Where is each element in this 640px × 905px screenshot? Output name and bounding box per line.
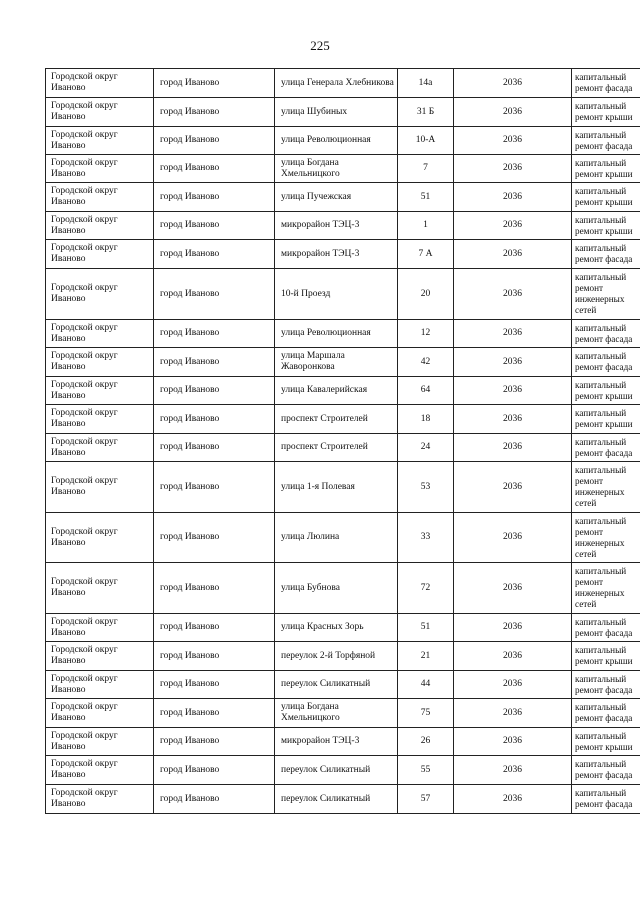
municipality-cell: Городской округ Иваново xyxy=(46,563,154,614)
table-row xyxy=(46,462,640,513)
house-number-cell: 44 xyxy=(398,671,454,699)
year-cell: 2036 xyxy=(454,671,572,699)
street-cell: проспект Строителей xyxy=(275,405,398,434)
work-type-cell: капитальный ремонт крыши xyxy=(572,98,640,127)
table-row xyxy=(46,377,640,405)
city-cell: город Иваново xyxy=(154,69,275,98)
year-cell: 2036 xyxy=(454,320,572,348)
table-row xyxy=(46,98,640,127)
house-number-cell: 20 xyxy=(398,269,454,320)
table-row xyxy=(46,699,640,728)
street-cell: улица Красных Зорь xyxy=(275,614,398,642)
house-number-cell: 64 xyxy=(398,377,454,405)
house-number-cell: 14а xyxy=(398,69,454,98)
year-cell: 2036 xyxy=(454,462,572,513)
municipality-cell: Городской округ Иваново xyxy=(46,756,154,785)
table-row xyxy=(46,212,640,240)
city-cell: город Иваново xyxy=(154,434,275,462)
table-row xyxy=(46,728,640,756)
city-cell: город Иваново xyxy=(154,513,275,563)
work-type-cell: капитальный ремонт фасада xyxy=(572,127,640,155)
city-cell: город Иваново xyxy=(154,212,275,240)
city-cell: город Иваново xyxy=(154,127,275,155)
work-type-cell: капитальный ремонт крыши xyxy=(572,155,640,183)
city-cell: город Иваново xyxy=(154,728,275,756)
city-cell: город Иваново xyxy=(154,98,275,127)
year-cell: 2036 xyxy=(454,183,572,212)
year-cell: 2036 xyxy=(454,756,572,785)
house-number-cell: 21 xyxy=(398,642,454,671)
work-type-cell: капитальный ремонт фасада xyxy=(572,320,640,348)
house-number-cell: 7 xyxy=(398,155,454,183)
city-cell: город Иваново xyxy=(154,614,275,642)
work-type-cell: капитальный ремонт инженерных сетей xyxy=(572,462,640,513)
work-type-cell: капитальный ремонт фасада xyxy=(572,671,640,699)
municipality-cell: Городской округ Иваново xyxy=(46,240,154,269)
city-cell: город Иваново xyxy=(154,462,275,513)
municipality-cell: Городской округ Иваново xyxy=(46,348,154,377)
year-cell: 2036 xyxy=(454,563,572,614)
house-number-cell: 10-А xyxy=(398,127,454,155)
street-cell: переулок Силикатный xyxy=(275,756,398,785)
year-cell: 2036 xyxy=(454,785,572,814)
work-type-cell: капитальный ремонт инженерных сетей xyxy=(572,513,640,563)
municipality-cell: Городской округ Иваново xyxy=(46,98,154,127)
city-cell: город Иваново xyxy=(154,348,275,377)
house-number-cell: 51 xyxy=(398,183,454,212)
municipality-cell: Городской округ Иваново xyxy=(46,671,154,699)
table-body xyxy=(46,69,640,814)
work-type-cell: капитальный ремонт крыши xyxy=(572,183,640,212)
city-cell: город Иваново xyxy=(154,269,275,320)
municipality-cell: Городской округ Иваново xyxy=(46,785,154,814)
year-cell: 2036 xyxy=(454,642,572,671)
house-number-cell: 7 А xyxy=(398,240,454,269)
street-cell: переулок 2-й Торфяной xyxy=(275,642,398,671)
house-number-cell: 1 xyxy=(398,212,454,240)
table-row xyxy=(46,320,640,348)
work-type-cell: капитальный ремонт фасада xyxy=(572,699,640,728)
table-row xyxy=(46,269,640,320)
street-cell: улица Богдана Хмельницкого xyxy=(275,155,398,183)
city-cell: город Иваново xyxy=(154,405,275,434)
table-row xyxy=(46,642,640,671)
work-type-cell: капитальный ремонт фасада xyxy=(572,240,640,269)
work-type-cell: капитальный ремонт инженерных сетей xyxy=(572,563,640,614)
table-row xyxy=(46,614,640,642)
municipality-cell: Городской округ Иваново xyxy=(46,269,154,320)
year-cell: 2036 xyxy=(454,513,572,563)
municipality-cell: Городской округ Иваново xyxy=(46,614,154,642)
city-cell: город Иваново xyxy=(154,785,275,814)
house-number-cell: 12 xyxy=(398,320,454,348)
street-cell: переулок Силикатный xyxy=(275,785,398,814)
house-number-cell: 31 Б xyxy=(398,98,454,127)
municipality-cell: Городской округ Иваново xyxy=(46,320,154,348)
house-number-cell: 72 xyxy=(398,563,454,614)
city-cell: город Иваново xyxy=(154,756,275,785)
house-number-cell: 57 xyxy=(398,785,454,814)
city-cell: город Иваново xyxy=(154,183,275,212)
house-number-cell: 18 xyxy=(398,405,454,434)
street-cell: улица Люлина xyxy=(275,513,398,563)
street-cell: улица Революционная xyxy=(275,320,398,348)
table-row xyxy=(46,405,640,434)
year-cell: 2036 xyxy=(454,728,572,756)
work-type-cell: капитальный ремонт инженерных сетей xyxy=(572,269,640,320)
year-cell: 2036 xyxy=(454,434,572,462)
house-number-cell: 53 xyxy=(398,462,454,513)
city-cell: город Иваново xyxy=(154,671,275,699)
municipality-cell: Городской округ Иваново xyxy=(46,155,154,183)
street-cell: улица Кавалерийская xyxy=(275,377,398,405)
municipality-cell: Городской округ Иваново xyxy=(46,405,154,434)
street-cell: переулок Силикатный xyxy=(275,671,398,699)
year-cell: 2036 xyxy=(454,69,572,98)
street-cell: микрорайон ТЭЦ-3 xyxy=(275,240,398,269)
municipality-cell: Городской округ Иваново xyxy=(46,462,154,513)
table-row xyxy=(46,69,640,98)
work-type-cell: капитальный ремонт крыши xyxy=(572,405,640,434)
street-cell: микрорайон ТЭЦ-3 xyxy=(275,212,398,240)
year-cell: 2036 xyxy=(454,348,572,377)
work-type-cell: капитальный ремонт крыши xyxy=(572,728,640,756)
house-number-cell: 42 xyxy=(398,348,454,377)
city-cell: город Иваново xyxy=(154,563,275,614)
year-cell: 2036 xyxy=(454,269,572,320)
city-cell: город Иваново xyxy=(154,240,275,269)
table-row xyxy=(46,563,640,614)
table-row xyxy=(46,348,640,377)
street-cell: проспект Строителей xyxy=(275,434,398,462)
house-number-cell: 26 xyxy=(398,728,454,756)
street-cell: улица Бубнова xyxy=(275,563,398,614)
house-number-cell: 75 xyxy=(398,699,454,728)
street-cell: микрорайон ТЭЦ-3 xyxy=(275,728,398,756)
table-row xyxy=(46,513,640,563)
table-row xyxy=(46,155,640,183)
work-type-cell: капитальный ремонт фасада xyxy=(572,614,640,642)
municipality-cell: Городской округ Иваново xyxy=(46,699,154,728)
work-type-cell: капитальный ремонт фасада xyxy=(572,756,640,785)
work-type-cell: капитальный ремонт крыши xyxy=(572,642,640,671)
year-cell: 2036 xyxy=(454,699,572,728)
year-cell: 2036 xyxy=(454,127,572,155)
municipality-cell: Городской округ Иваново xyxy=(46,212,154,240)
house-number-cell: 33 xyxy=(398,513,454,563)
table-row xyxy=(46,183,640,212)
street-cell: улица Богдана Хмельницкого xyxy=(275,699,398,728)
work-type-cell: капитальный ремонт фасада xyxy=(572,434,640,462)
work-type-cell: капитальный ремонт фасада xyxy=(572,69,640,98)
municipality-cell: Городской округ Иваново xyxy=(46,642,154,671)
year-cell: 2036 xyxy=(454,377,572,405)
street-cell: улица Пучежская xyxy=(275,183,398,212)
year-cell: 2036 xyxy=(454,614,572,642)
work-type-cell: капитальный ремонт крыши xyxy=(572,377,640,405)
house-number-cell: 51 xyxy=(398,614,454,642)
street-cell: улица Революционная xyxy=(275,127,398,155)
municipality-cell: Городской округ Иваново xyxy=(46,377,154,405)
table-row xyxy=(46,671,640,699)
municipality-cell: Городской округ Иваново xyxy=(46,513,154,563)
street-cell: улица 1-я Полевая xyxy=(275,462,398,513)
street-cell: улица Маршала Жаворонкова xyxy=(275,348,398,377)
table-row xyxy=(46,434,640,462)
year-cell: 2036 xyxy=(454,98,572,127)
page-number: 225 xyxy=(310,38,330,53)
work-type-cell: капитальный ремонт фасада xyxy=(572,348,640,377)
city-cell: город Иваново xyxy=(154,699,275,728)
municipality-cell: Городской округ Иваново xyxy=(46,127,154,155)
street-cell: улица Генерала Хлебникова xyxy=(275,69,398,98)
city-cell: город Иваново xyxy=(154,642,275,671)
street-cell: 10-й Проезд xyxy=(275,269,398,320)
city-cell: город Иваново xyxy=(154,155,275,183)
house-number-cell: 24 xyxy=(398,434,454,462)
municipality-cell: Городской округ Иваново xyxy=(46,434,154,462)
table-row xyxy=(46,127,640,155)
year-cell: 2036 xyxy=(454,155,572,183)
housing-repair-table xyxy=(45,68,640,814)
table-row xyxy=(46,785,640,814)
year-cell: 2036 xyxy=(454,212,572,240)
municipality-cell: Городской округ Иваново xyxy=(46,69,154,98)
municipality-cell: Городской округ Иваново xyxy=(46,183,154,212)
year-cell: 2036 xyxy=(454,405,572,434)
city-cell: город Иваново xyxy=(154,377,275,405)
work-type-cell: капитальный ремонт фасада xyxy=(572,785,640,814)
table-row xyxy=(46,240,640,269)
street-cell: улица Шубиных xyxy=(275,98,398,127)
city-cell: город Иваново xyxy=(154,320,275,348)
municipality-cell: Городской округ Иваново xyxy=(46,728,154,756)
house-number-cell: 55 xyxy=(398,756,454,785)
year-cell: 2036 xyxy=(454,240,572,269)
work-type-cell: капитальный ремонт крыши xyxy=(572,212,640,240)
table-row xyxy=(46,756,640,785)
